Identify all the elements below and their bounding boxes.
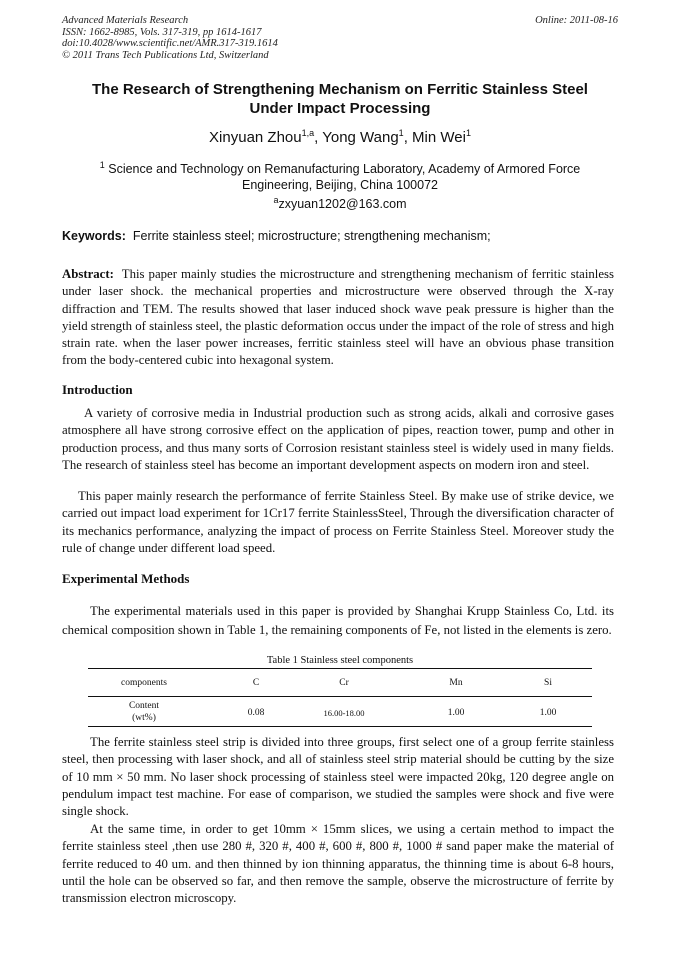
title-line-2: Under Impact Processing	[249, 100, 431, 117]
table-header-cell: components	[121, 678, 167, 688]
author-list	[62, 128, 618, 146]
methods-paragraph-1: The experimental materials used in this paper is provided by Shanghai Krupp Stainless Co, Ltd. its chemical composition shown in Table 1, the remaining components of Fe, not listed in the elements is zero.	[62, 604, 614, 637]
affiliation-line-2: Engineering, Beijing, China 100072	[242, 178, 438, 193]
table-row-label-line-2: (wt%)	[132, 713, 156, 723]
email-address: zxyuan1202@163.com	[278, 197, 407, 212]
keywords-text: Ferrite stainless steel; microstructure; strengthening mechanism;	[132, 229, 491, 243]
author-affiliation-mark: 1	[398, 128, 404, 138]
author-name: Yong Wang	[322, 129, 399, 146]
author-affiliation-mark: 1	[465, 128, 471, 138]
table-caption: Table 1 Stainless steel components	[266, 655, 414, 666]
table-value-cell: 1.00	[447, 708, 465, 718]
abstract	[62, 266, 614, 370]
paper-title	[62, 80, 618, 118]
introduction-paragraph-2: This paper mainly research the performance of ferrite Stainless Steel. By make use of strike device, we carried out impact load experiment for 1Cr17 ferrite StainlessSteel, Through the diversification character of its mechanics performance, analyzing the impact of process on Ferrite Stainless Steel. Moreover study the rule of change under different load speed.	[62, 489, 614, 555]
affiliation-line-1: Science and Technology on Remanufacturing Laboratory, Academy of Armored Force	[108, 162, 581, 177]
journal-doi: doi:10.4028/www.scientific.net/AMR.317-319.1614	[62, 38, 278, 49]
table-header-cell: C	[252, 678, 260, 688]
abstract-label: Abstract:	[62, 267, 114, 281]
title-line-1: The Research of Strengthening Mechanism on Ferritic Stainless Steel	[92, 81, 588, 98]
affiliation	[90, 157, 590, 193]
keywords-label: Keywords:	[62, 229, 126, 243]
keywords	[62, 229, 618, 243]
table-top-rule	[88, 668, 592, 669]
table-header-cell: Mn	[449, 678, 463, 688]
journal-header	[62, 15, 618, 61]
affiliation-mark: 1	[99, 160, 105, 170]
author-separator: ,	[403, 129, 413, 146]
journal-issn: ISSN: 1662-8985, Vols. 317-319, pp 1614-1617	[62, 26, 262, 38]
table-mid-rule	[88, 696, 592, 697]
email-mark: a	[273, 195, 279, 205]
methods-heading: Experimental Methods	[62, 571, 190, 586]
table-row-label-line-1: Content	[128, 701, 160, 711]
journal-copyright: © 2011 Trans Tech Publications Ltd, Switzerland	[62, 49, 269, 61]
introduction-heading: Introduction	[62, 382, 133, 397]
online-date: Online: 2011-08-16	[535, 15, 618, 26]
methods-paragraph-2: The ferrite stainless steel strip is divided into three groups, first select one of a group ferrite stainless steel, then processing with laser shock, and all of stainless steel strip material should be cutting by the size of 10 mm × 50 mm. No laser shock processing of stainless steel were impacted 20kg, 120 degree angle on pendulum impact test machine. For ease of comparison, we studied the samples were shock and five were single shock.	[62, 735, 614, 819]
author-separator: ,	[314, 129, 323, 146]
table-value-cell: 16.00-18.00	[323, 708, 365, 718]
author-email	[62, 195, 618, 211]
table-header-cell: Si	[544, 678, 552, 688]
author-affiliation-mark: 1,a	[301, 128, 315, 138]
methods-paragraph-3: At the same time, in order to get 10mm × 15mm slices, we using a certain method to impact the ferrite stainless steel ,then use 280 #, 320 #, 400 #, 600 #, 800 #, 1000 # sand paper make the material of ferrite reduced to 40 um. and then thinned by ion thinning apparatus, the thinning time is about 6-8 hours, until the hole can be observed so far, and then remove the sample, observe the microstructure of ferrite by transmission electron microscopy.	[62, 822, 614, 906]
table-header-cell: Cr	[339, 678, 349, 688]
abstract-text: This paper mainly studies the microstructure and strengthening mechanism of ferritic stainless under laser shock. the mechanical properties and microstructure were observed through the X-ray diffraction and TEM. The results showed that laser induced shock wave peak pressure is higher than the yield strength of stainless steel, the plastic deformation occus under the impact of the role of stress and high strain rate. when the laser power increases, ferritic stainless steel will have an obvious phase transition from the body-centered cubic into hexagonal system.	[62, 267, 614, 368]
journal-name: Advanced Materials Research	[62, 15, 189, 26]
author-name: Min Wei	[412, 129, 466, 146]
table-value-cell: 0.08	[247, 708, 265, 718]
author-name: Xinyuan Zhou	[209, 129, 302, 146]
table-row-label	[88, 700, 200, 724]
introduction-paragraph-1: A variety of corrosive media in Industrial production such as strong acids, alkali and corrosive gases atmosphere all have strong corrosive effect on the application of pipes, reaction tower, pump and other in production process, and thus many sorts of Corrosion resistant stainless steel is widely used in many fields. The research of stainless steel has become an important development aspects on modern iron and steel.	[62, 406, 614, 472]
table-bottom-rule	[88, 726, 592, 727]
table-value-cell: 1.00	[539, 708, 557, 718]
